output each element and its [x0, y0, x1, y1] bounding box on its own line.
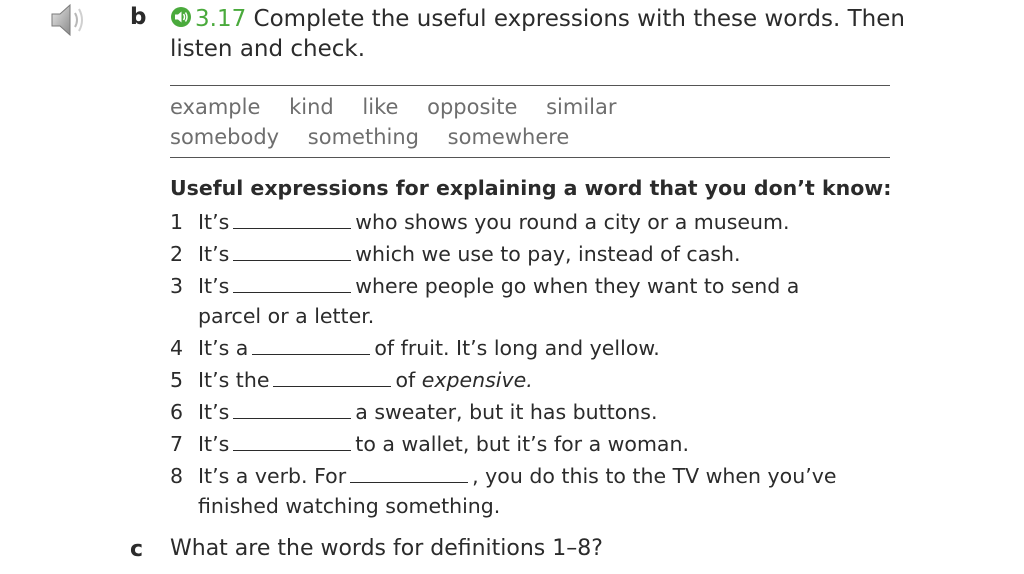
item-tail-text: a sweater, but it has buttons.	[355, 400, 658, 424]
list-item	[170, 207, 930, 237]
item-tail-text: , you do this to the TV when you’ve finished watching something.	[198, 464, 837, 518]
list-item	[170, 365, 930, 395]
item-number: 1	[170, 210, 184, 234]
list-item	[170, 461, 888, 521]
list-item	[170, 239, 930, 269]
word-box-word: something	[307, 125, 419, 149]
item-number: 8	[170, 464, 184, 488]
word-box-row-1	[170, 92, 639, 122]
item-lead-text: It’s	[198, 274, 230, 298]
answer-blank[interactable]	[273, 370, 391, 387]
item-number: 6	[170, 400, 184, 424]
audio-track-icon[interactable]	[170, 6, 192, 28]
word-box-top-rule	[170, 85, 890, 86]
speaker-icon[interactable]	[48, 0, 92, 40]
item-lead-text: It’s	[198, 242, 230, 266]
item-lead-text: It’s	[198, 400, 230, 424]
item-tail-text: of fruit. It’s long and yellow.	[374, 336, 660, 360]
list-item	[170, 271, 858, 331]
word-box-word: example	[170, 95, 261, 119]
section-letter-b: b	[130, 4, 147, 30]
section-letter-c: c	[130, 537, 144, 562]
word-box-word: like	[362, 95, 399, 119]
item-lead-text: It’s	[198, 210, 230, 234]
word-box-bottom-rule	[170, 157, 890, 158]
answer-blank[interactable]	[350, 466, 468, 483]
answer-blank[interactable]	[233, 212, 351, 229]
expression-list	[170, 207, 930, 523]
expressions-subheading: Useful expressions for explaining a word that you don’t know:	[170, 176, 892, 200]
word-box-word: kind	[289, 95, 334, 119]
word-box-row-2	[170, 122, 639, 152]
exercise-instruction	[170, 4, 930, 64]
answer-blank[interactable]	[233, 402, 351, 419]
item-number: 7	[170, 432, 184, 456]
item-lead-text: It’s	[198, 432, 230, 456]
item-tail-text: of	[395, 368, 416, 392]
item-tail-text: which we use to pay, instead of cash.	[355, 242, 741, 266]
list-item	[170, 429, 930, 459]
word-box	[170, 92, 639, 152]
item-tail-text: who shows you round a city or a museum.	[355, 210, 790, 234]
list-item	[170, 333, 930, 363]
section-c-question: What are the words for definitions 1–8?	[170, 536, 603, 561]
item-lead-text: It’s the	[198, 368, 270, 392]
answer-blank[interactable]	[233, 244, 351, 261]
answer-blank[interactable]	[233, 434, 351, 451]
answer-blank[interactable]	[233, 276, 351, 293]
item-number: 4	[170, 336, 184, 360]
word-box-word: somewhere	[447, 125, 570, 149]
item-tail-text: to a wallet, but it’s for a woman.	[355, 432, 689, 456]
instruction-text: Complete the useful expressions with these words. Then listen and check.	[170, 6, 905, 62]
item-number: 2	[170, 242, 184, 266]
item-number: 5	[170, 368, 184, 392]
item-lead-text: It’s a verb. For	[198, 464, 347, 488]
item-italic-word: expensive.	[421, 368, 533, 392]
item-lead-text: It’s a	[198, 336, 249, 360]
list-item	[170, 397, 930, 427]
item-tail-text: where people go when they want to send a parcel or a letter.	[198, 274, 800, 328]
word-box-word: somebody	[170, 125, 280, 149]
answer-blank[interactable]	[252, 338, 370, 355]
word-box-word: opposite	[427, 95, 518, 119]
word-box-word: similar	[546, 95, 617, 119]
item-number: 3	[170, 274, 184, 298]
track-number: 3.17	[195, 6, 247, 32]
